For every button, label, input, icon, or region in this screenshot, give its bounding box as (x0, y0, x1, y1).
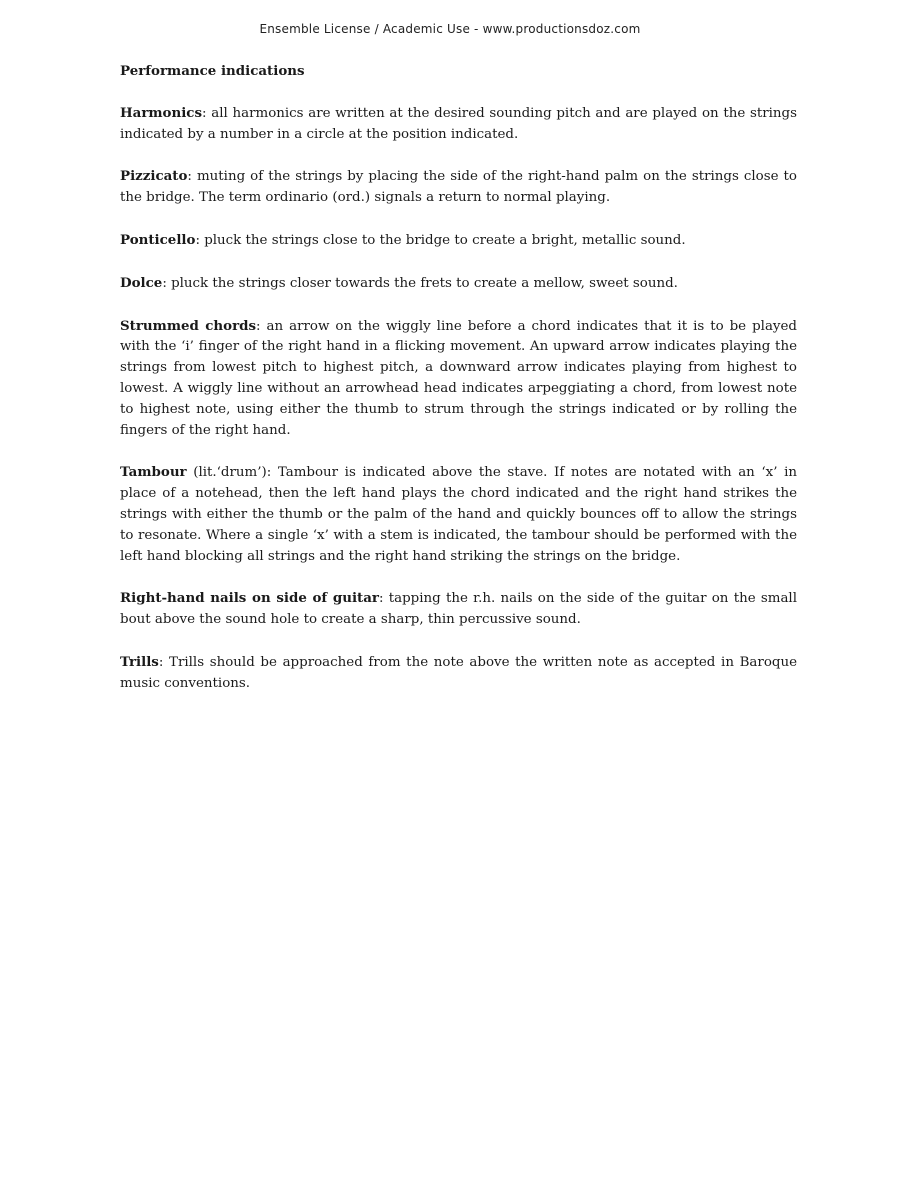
indication-trills (120, 652, 797, 695)
section-title: Performance indications (120, 63, 305, 79)
indication-term: Trills (120, 653, 159, 670)
indication-text: : all harmonics are written at the desired sounding pitch and are played on the strings indicated by a number in a circle at the position indicated. (120, 105, 797, 142)
indication-term: Tambour (120, 464, 187, 481)
indication-pizzicato (120, 166, 797, 209)
indication-text: : Trills should be approached from the note above the written note as accepted in Baroque music conventions. (120, 654, 797, 691)
indication-term: Pizzicato (120, 168, 188, 185)
indication-dolce (120, 273, 797, 295)
indication-text: : pluck the strings closer towards the frets to create a mellow, sweet sound. (162, 275, 678, 291)
indication-term: Harmonics (120, 104, 202, 121)
indication-text: : Tambour is indicated above the stave. If notes are notated with an ‘x’ in place of a notehead, then the left hand plays the chord indicated and the right hand strikes the strings with either the thumb or the palm of the hand and quickly bounces off to allow the strings to resonate. Where a single ‘x’ with a stem is indicated, the tambour should be performed with the left hand blocking all strings and the right hand striking the strings on the bridge. (120, 465, 797, 564)
indication-text: : an arrow on the wiggly line before a chord indicates that it is to be played with the ‘i’ finger of the right hand in a flicking movement. An upward arrow indicates playing the strings from lowest pitch to highest pitch, a downward arrow indicates playing from highest to lowest. A wiggly line without an arrowhead head indicates arpeggiating a chord, from lowest note to highest note, using either the thumb to strum through the strings indicated or by rolling the fingers of the right hand. (120, 318, 797, 438)
indication-term: Dolce (120, 274, 163, 291)
indication-text: : muting of the strings by placing the side of the right-hand palm on the strings close to the bridge. The term ordinario (ord.) signals a return to normal playing. (120, 169, 797, 206)
indication-text: : pluck the strings close to the bridge to create a bright, metallic sound. (195, 232, 686, 248)
indication-harmonics (120, 103, 797, 146)
indication-right-hand-nails (120, 588, 797, 631)
indication-strummed-chords (120, 316, 797, 442)
indication-term: Right-hand nails on side of guitar (120, 590, 379, 607)
license-header: Ensemble License / Academic Use - www.productionsdoz.com (259, 22, 641, 36)
indication-note: (lit.‘drum’) (186, 465, 267, 481)
performance-indications-section (120, 61, 797, 716)
indication-ponticello (120, 230, 797, 252)
indication-tambour (120, 462, 797, 567)
indication-term: Strummed chords (120, 317, 257, 334)
indication-text: : tapping the r.h. nails on the side of the guitar on the small bout above the sound hole to create a sharp, thin percussive sound. (120, 591, 797, 628)
indication-term: Ponticello (120, 231, 196, 248)
